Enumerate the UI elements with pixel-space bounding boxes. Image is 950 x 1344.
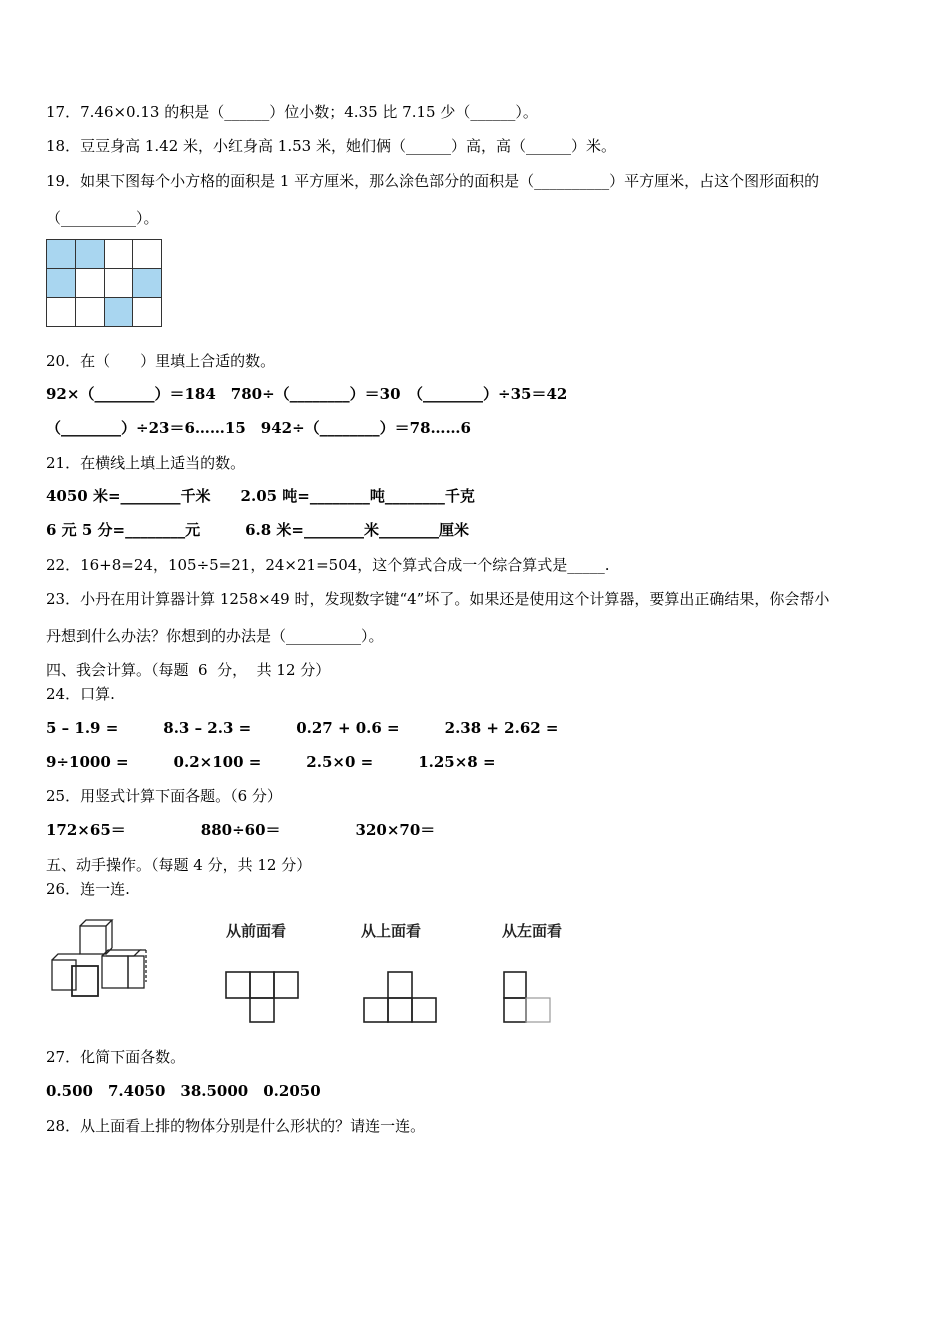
shaded-cell xyxy=(104,298,133,327)
label-top-view: 从上面看 xyxy=(361,922,422,940)
question-24-title: 24．口算. xyxy=(46,685,115,703)
question-18: 18．豆豆身高 1.42 米，小红身高 1.53 米，她们俩（______）高，高（______）米。 xyxy=(46,137,616,155)
question-17: 17．7.46×0.13 的积是（______）位小数；4.35 比 7.15 少（______）。 xyxy=(46,103,538,121)
question-23-line1: 23．小丹在用计算器计算 1258×49 时，发现数字键“4”坏了。如果还是使用这个计算器，要算出正确结果，你会帮小 xyxy=(46,590,830,608)
shaded-grid-figure xyxy=(46,239,162,327)
top-view-figure xyxy=(360,968,442,1026)
question-21-line1: 4050 米=________千米 2.05 吨=________吨________千克 xyxy=(46,487,475,505)
shaded-cell xyxy=(47,269,76,298)
shaded-cell xyxy=(133,269,162,298)
grid-cell xyxy=(104,240,133,269)
question-27-line: 0.500 7.4050 38.5000 0.2050 xyxy=(46,1082,321,1100)
grid-cell xyxy=(104,269,133,298)
front-view-figure xyxy=(222,968,304,1026)
question-19-line2: （__________）。 xyxy=(46,209,159,227)
question-21-line2: 6 元 5 分=________元 6.8 米=________米________厘米 xyxy=(46,521,469,539)
question-19-line1: 19．如果下图每个小方格的面积是 1 平方厘米，那么涂色部分的面积是（__________）平方厘米，占这个图形面积的 xyxy=(46,172,820,190)
question-22: 22．16+8=24，105÷5=21，24×21=504，这个算式合成一个综合算式是_____. xyxy=(46,556,610,574)
question-27-title: 27．化简下面各数。 xyxy=(46,1048,186,1066)
question-26-title: 26．连一连. xyxy=(46,880,130,898)
question-25-title: 25．用竖式计算下面各题。（6 分） xyxy=(46,787,282,805)
question-20-line1: 92×（________）＝184 780÷（________）＝30 （________）÷35＝42 xyxy=(46,385,568,403)
question-20-line2: （________）÷23＝6……15 942÷（________）＝78……6 xyxy=(46,419,471,437)
label-front-view: 从前面看 xyxy=(226,922,287,940)
block-solid-figure xyxy=(46,916,156,1000)
left-view-figure xyxy=(500,968,560,1026)
question-25-line: 172×65＝ 880÷60＝ 320×70＝ xyxy=(46,821,436,839)
question-24-line1: 5 – 1.9 = 8.3 – 2.3 = 0.27 + 0.6 = 2.38 + 2.62 = xyxy=(46,719,559,737)
section-4-heading: 四、我会计算。（每题 6 分， 共 12 分） xyxy=(46,661,331,679)
question-24-line2: 9÷1000 = 0.2×100 = 2.5×0 = 1.25×8 = xyxy=(46,753,496,771)
question-23-line2: 丹想到什么办法？你想到的办法是（__________）。 xyxy=(46,627,384,645)
grid-cell xyxy=(75,269,104,298)
grid-cell xyxy=(47,298,76,327)
section-5-heading: 五、动手操作。（每题 4 分，共 12 分） xyxy=(46,856,312,874)
question-20-title: 20．在（ ）里填上合适的数。 xyxy=(46,352,276,370)
shaded-cell xyxy=(75,240,104,269)
grid-cell xyxy=(133,298,162,327)
question-28: 28．从上面看上排的物体分别是什么形状的？请连一连。 xyxy=(46,1117,426,1135)
grid-cell xyxy=(133,240,162,269)
grid-cell xyxy=(75,298,104,327)
question-21-title: 21．在横线上填上适当的数。 xyxy=(46,454,246,472)
shaded-cell xyxy=(47,240,76,269)
label-left-view: 从左面看 xyxy=(502,922,563,940)
